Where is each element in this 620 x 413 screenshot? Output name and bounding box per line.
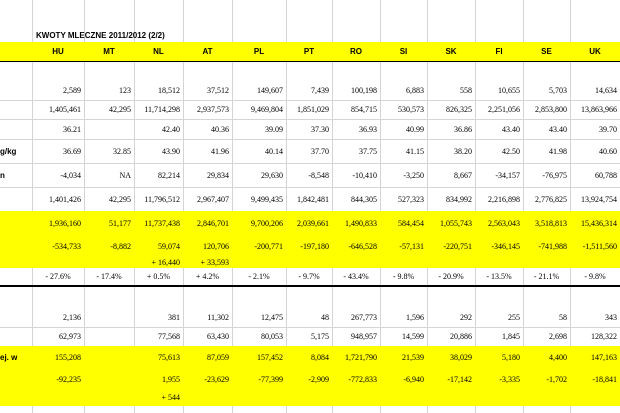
table-cell[interactable] (475, 256, 523, 268)
table-cell[interactable]: -23,629 (204, 374, 229, 384)
table-cell[interactable] (523, 389, 570, 406)
section-separator (0, 285, 620, 287)
table-cell[interactable]: 36.93 (359, 124, 377, 134)
table-cell[interactable] (475, 389, 523, 406)
table-cell[interactable]: 2,563,043 (488, 219, 520, 228)
column-header[interactable]: FI (495, 47, 503, 56)
table-cell[interactable] (570, 256, 620, 268)
table-cell[interactable]: -77,399 (258, 374, 283, 384)
table-cell[interactable]: 42,295 (109, 105, 131, 114)
table-cell[interactable]: 75,613 (158, 353, 180, 362)
table-cell[interactable]: 100,198 (351, 85, 377, 95)
table-cell[interactable]: 155,208 (55, 353, 81, 362)
table-cell[interactable]: 87,059 (207, 353, 229, 362)
table-cell[interactable]: 1,842,481 (297, 194, 329, 204)
table-cell[interactable]: 36.69 (63, 146, 81, 156)
table-row (0, 100, 620, 120)
table-cell[interactable]: - 9.8% (392, 272, 415, 281)
table-cell[interactable]: - 17.4% (96, 272, 122, 281)
table-cell[interactable]: -741,988 (538, 241, 567, 251)
table-cell[interactable]: - 21.1% (533, 272, 560, 281)
table-cell[interactable] (380, 256, 427, 268)
table-cell[interactable]: 1,936,160 (49, 219, 81, 228)
table-cell[interactable]: -6,940 (403, 374, 424, 384)
table-cell[interactable]: 2,039,661 (297, 219, 329, 228)
table-cell[interactable]: 13,863,966 (581, 105, 617, 114)
table-cell[interactable]: 38.20 (454, 146, 472, 156)
table-cell[interactable] (84, 307, 134, 327)
column-header[interactable]: UK (589, 47, 601, 56)
table-cell[interactable]: 42.40 (162, 124, 180, 134)
table-cell[interactable]: -534,733 (52, 241, 81, 251)
table-cell[interactable]: -8,882 (110, 241, 131, 251)
table-cell[interactable]: 5,180 (502, 353, 520, 362)
table-cell[interactable]: -17,142 (447, 374, 472, 384)
column-header[interactable]: NL (153, 47, 164, 56)
table-cell[interactable]: 80,053 (261, 332, 283, 341)
column-header[interactable]: SK (445, 47, 457, 56)
table-cell[interactable]: 267,773 (351, 312, 377, 322)
table-cell[interactable]: 14,599 (402, 332, 424, 341)
table-cell[interactable]: 4,400 (549, 353, 567, 362)
column-header[interactable]: RO (350, 47, 362, 56)
column-header[interactable]: MT (103, 47, 115, 56)
table-cell[interactable]: 41.98 (549, 146, 567, 156)
table-cell[interactable]: 2,589 (63, 85, 81, 95)
table-cell[interactable]: 834,992 (446, 194, 472, 204)
table-cell[interactable] (84, 389, 134, 406)
table-row (0, 327, 620, 347)
column-header[interactable]: PL (253, 47, 265, 56)
table-cell[interactable]: 11,302 (207, 312, 229, 322)
table-cell[interactable]: 21,539 (402, 353, 424, 362)
table-cell[interactable]: 2,216,898 (488, 194, 520, 204)
table-cell[interactable]: 157,452 (257, 353, 283, 362)
table-row (0, 307, 620, 328)
table-cell[interactable] (84, 346, 134, 369)
table-cell[interactable]: 48 (321, 312, 329, 322)
table-cell[interactable] (286, 389, 332, 406)
table-cell[interactable]: -220,751 (443, 241, 472, 251)
table-row (0, 236, 620, 256)
table-cell[interactable]: -76,975 (542, 170, 567, 180)
table-cell[interactable]: 149,607 (257, 85, 283, 95)
table-cell[interactable]: -1,511,560 (582, 241, 617, 251)
row-label: n (0, 170, 5, 180)
table-row (0, 369, 620, 389)
table-cell[interactable]: 42.50 (502, 146, 520, 156)
table-cell[interactable]: 147,163 (591, 353, 617, 362)
table-cell[interactable]: 5,175 (311, 332, 329, 341)
table-row (0, 346, 620, 369)
table-cell[interactable]: 255 (508, 312, 520, 322)
table-cell[interactable]: 14,634 (595, 85, 617, 95)
table-cell[interactable]: 8,667 (454, 170, 472, 180)
table-cell[interactable]: 40.14 (265, 146, 283, 156)
table-cell[interactable]: 2,251,056 (488, 105, 520, 114)
table-row (0, 80, 620, 101)
table-cell[interactable]: 120,706 (203, 241, 229, 251)
table-cell[interactable]: - 20.9% (438, 272, 464, 281)
table-cell[interactable]: 2,698 (549, 332, 567, 341)
table-cell[interactable]: + 544 (161, 393, 180, 402)
table-cell[interactable] (84, 369, 134, 389)
table-cell[interactable]: 2,776,825 (535, 194, 567, 204)
table-cell[interactable]: 1,721,790 (345, 353, 377, 362)
table-row (0, 256, 620, 268)
table-cell[interactable]: 37,512 (207, 85, 229, 95)
table-cell[interactable]: 39.70 (599, 124, 617, 134)
row-label: ej. w (0, 353, 18, 362)
table-cell[interactable]: -3,250 (403, 170, 424, 180)
table-cell[interactable] (84, 256, 134, 268)
table-cell[interactable]: -3,335 (499, 374, 520, 384)
table-cell[interactable]: + 4.2% (195, 272, 220, 281)
table-cell[interactable]: 1,851,029 (297, 105, 329, 114)
table-cell[interactable]: 1,596 (406, 312, 424, 322)
header-row (0, 42, 620, 61)
table-cell[interactable] (232, 389, 286, 406)
column-header[interactable]: PT (303, 47, 315, 56)
table-cell[interactable]: -200,771 (254, 241, 283, 251)
table-cell[interactable]: 844,305 (351, 194, 377, 204)
table-cell[interactable] (570, 389, 620, 406)
table-cell[interactable]: 18,512 (158, 85, 180, 95)
table-cell[interactable]: 530,573 (398, 105, 424, 114)
table-cell[interactable]: 12,475 (261, 312, 283, 322)
table-cell[interactable]: 82,214 (158, 170, 180, 180)
table-cell[interactable]: 2,937,573 (197, 105, 229, 114)
column-header[interactable]: AT (202, 47, 213, 56)
table-row (0, 187, 620, 212)
table-cell[interactable]: + 0.5% (146, 272, 171, 281)
table-cell[interactable]: 38,029 (450, 353, 472, 362)
table-cell[interactable]: 51,177 (109, 219, 131, 228)
table-cell[interactable]: - 43.4% (343, 272, 369, 281)
table-cell[interactable]: 40.60 (599, 146, 617, 156)
table-cell[interactable] (332, 256, 380, 268)
table-cell[interactable]: -8,548 (308, 170, 329, 180)
table-cell[interactable]: 11,714,298 (144, 105, 180, 114)
table-row (0, 211, 620, 236)
table-cell[interactable]: 62,973 (59, 332, 81, 341)
table-cell[interactable]: 37.70 (311, 146, 329, 156)
table-cell[interactable]: -197,180 (300, 241, 329, 251)
table-cell[interactable]: 37.30 (311, 124, 329, 134)
table-cell[interactable]: 20,886 (450, 332, 472, 341)
column-header[interactable]: SI (399, 47, 408, 56)
table-cell[interactable]: 7,439 (311, 85, 329, 95)
table-cell[interactable]: 36.86 (454, 124, 472, 134)
table-cell[interactable]: 128,322 (591, 332, 617, 341)
table-cell[interactable]: 1,955 (162, 374, 180, 384)
table-cell[interactable] (32, 256, 84, 268)
table-cell[interactable]: 41.96 (211, 146, 229, 156)
table-cell[interactable]: 9,499,435 (251, 194, 283, 204)
table-cell[interactable]: 39.09 (265, 124, 283, 134)
table-cell[interactable]: 6,883 (406, 85, 424, 95)
table-cell[interactable]: - 9.7% (298, 272, 320, 281)
table-cell[interactable]: - 13.5% (486, 272, 512, 281)
table-cell[interactable] (84, 327, 134, 346)
table-cell[interactable]: 584,454 (398, 219, 424, 228)
table-cell[interactable]: 77,568 (158, 332, 180, 341)
table-cell[interactable] (286, 256, 332, 268)
column-header[interactable]: SE (541, 47, 552, 56)
table-cell[interactable]: 59,074 (158, 241, 180, 251)
table-cell[interactable] (427, 256, 475, 268)
table-cell[interactable]: 9,469,804 (251, 105, 283, 114)
table-cell[interactable]: 42,295 (109, 194, 131, 204)
table-row (0, 389, 620, 406)
table-cell[interactable] (232, 256, 286, 268)
table-cell[interactable]: 1,490,833 (345, 219, 377, 228)
table-cell[interactable]: 29,834 (207, 170, 229, 180)
table-cell[interactable]: 2,967,407 (197, 194, 229, 204)
table-cell[interactable]: 2,136 (63, 312, 81, 322)
table-row (0, 163, 620, 188)
table-cell[interactable]: 292 (460, 312, 472, 322)
table-cell[interactable]: -34,157 (495, 170, 520, 180)
table-row (0, 119, 620, 140)
table-cell[interactable]: 948,957 (351, 332, 377, 341)
table-cell[interactable]: 826,325 (446, 105, 472, 114)
table-cell[interactable]: 1,845 (502, 332, 520, 341)
table-row (0, 268, 620, 286)
table-cell[interactable]: 11,796,512 (144, 194, 180, 204)
table-cell[interactable]: 37.75 (359, 146, 377, 156)
table-cell[interactable]: 2,846,701 (197, 219, 229, 228)
table-cell[interactable]: 43.90 (162, 146, 180, 156)
table-cell[interactable]: -57,131 (399, 241, 424, 251)
table-row (0, 139, 620, 164)
table-cell[interactable]: + 16,440 (151, 257, 180, 267)
header-rule (0, 61, 620, 62)
table-cell[interactable] (32, 389, 84, 406)
table-cell[interactable]: 36.21 (63, 124, 81, 134)
table-cell[interactable]: 41.15 (406, 146, 424, 156)
table-cell[interactable]: 15,436,314 (581, 219, 617, 228)
table-cell[interactable]: -92,235 (56, 374, 81, 384)
table-cell[interactable]: -18,841 (592, 374, 617, 384)
table-cell[interactable] (84, 119, 134, 139)
table-cell[interactable]: 5,703 (549, 85, 567, 95)
table-cell[interactable]: -772,833 (348, 374, 377, 384)
table-cell[interactable]: -646,528 (348, 241, 377, 251)
table-cell[interactable]: 32.85 (113, 146, 131, 156)
table-cell[interactable]: 527,323 (398, 194, 424, 204)
table-cell[interactable]: 1,405,461 (49, 105, 81, 114)
table-cell[interactable]: 10,655 (498, 85, 520, 95)
table-cell[interactable]: 43.40 (549, 124, 567, 134)
table-cell[interactable] (523, 256, 570, 268)
table-cell[interactable]: 3,518,813 (535, 219, 567, 228)
table-cell[interactable]: 60,788 (595, 170, 617, 180)
table-cell[interactable]: 63,430 (207, 332, 229, 341)
table-cell[interactable]: 58 (559, 312, 567, 322)
table-cell[interactable]: -4,034 (60, 170, 81, 180)
table-cell[interactable]: 854,715 (351, 105, 377, 114)
table-cell[interactable]: -346,145 (491, 241, 520, 251)
table-cell[interactable]: -10,410 (352, 170, 377, 180)
row-label: g/kg (0, 146, 17, 156)
table-cell[interactable]: 381 (168, 312, 180, 322)
table-cell[interactable] (380, 389, 427, 406)
table-cell[interactable]: 40.36 (211, 124, 229, 134)
table-cell[interactable]: -2,909 (308, 374, 329, 384)
table-cell[interactable]: NA (119, 170, 131, 180)
table-cell[interactable] (183, 389, 232, 406)
table-cell[interactable]: 9,700,206 (251, 219, 283, 228)
table-cell[interactable]: 2,853,800 (535, 105, 567, 114)
table-cell[interactable]: 8,084 (311, 353, 329, 362)
column-header[interactable]: HU (52, 47, 64, 56)
table-cell[interactable]: 40.99 (406, 124, 424, 134)
sheet-title: KWOTY MLECZNE 2011/2012 (2/2) (36, 31, 165, 40)
table-cell[interactable] (427, 389, 475, 406)
table-cell[interactable]: 123 (119, 85, 131, 95)
table-cell[interactable]: - 27.6% (45, 272, 71, 281)
table-cell[interactable]: -1,702 (546, 374, 567, 384)
table-cell[interactable]: 1,055,743 (440, 219, 472, 228)
table-cell[interactable]: 13,924,754 (581, 194, 617, 204)
table-cell[interactable]: 11,737,438 (144, 219, 180, 228)
table-cell[interactable] (332, 389, 380, 406)
table-cell[interactable]: 29,630 (261, 170, 283, 180)
table-cell[interactable]: - 2.1% (248, 272, 270, 281)
table-cell[interactable]: 343 (605, 312, 617, 322)
table-cell[interactable]: 558 (460, 85, 472, 95)
table-cell[interactable]: 1,401,426 (49, 194, 81, 204)
table-cell[interactable]: + 33,593 (200, 257, 229, 267)
table-cell[interactable]: 43.40 (502, 124, 520, 134)
table-cell[interactable]: - 9.8% (584, 272, 606, 281)
